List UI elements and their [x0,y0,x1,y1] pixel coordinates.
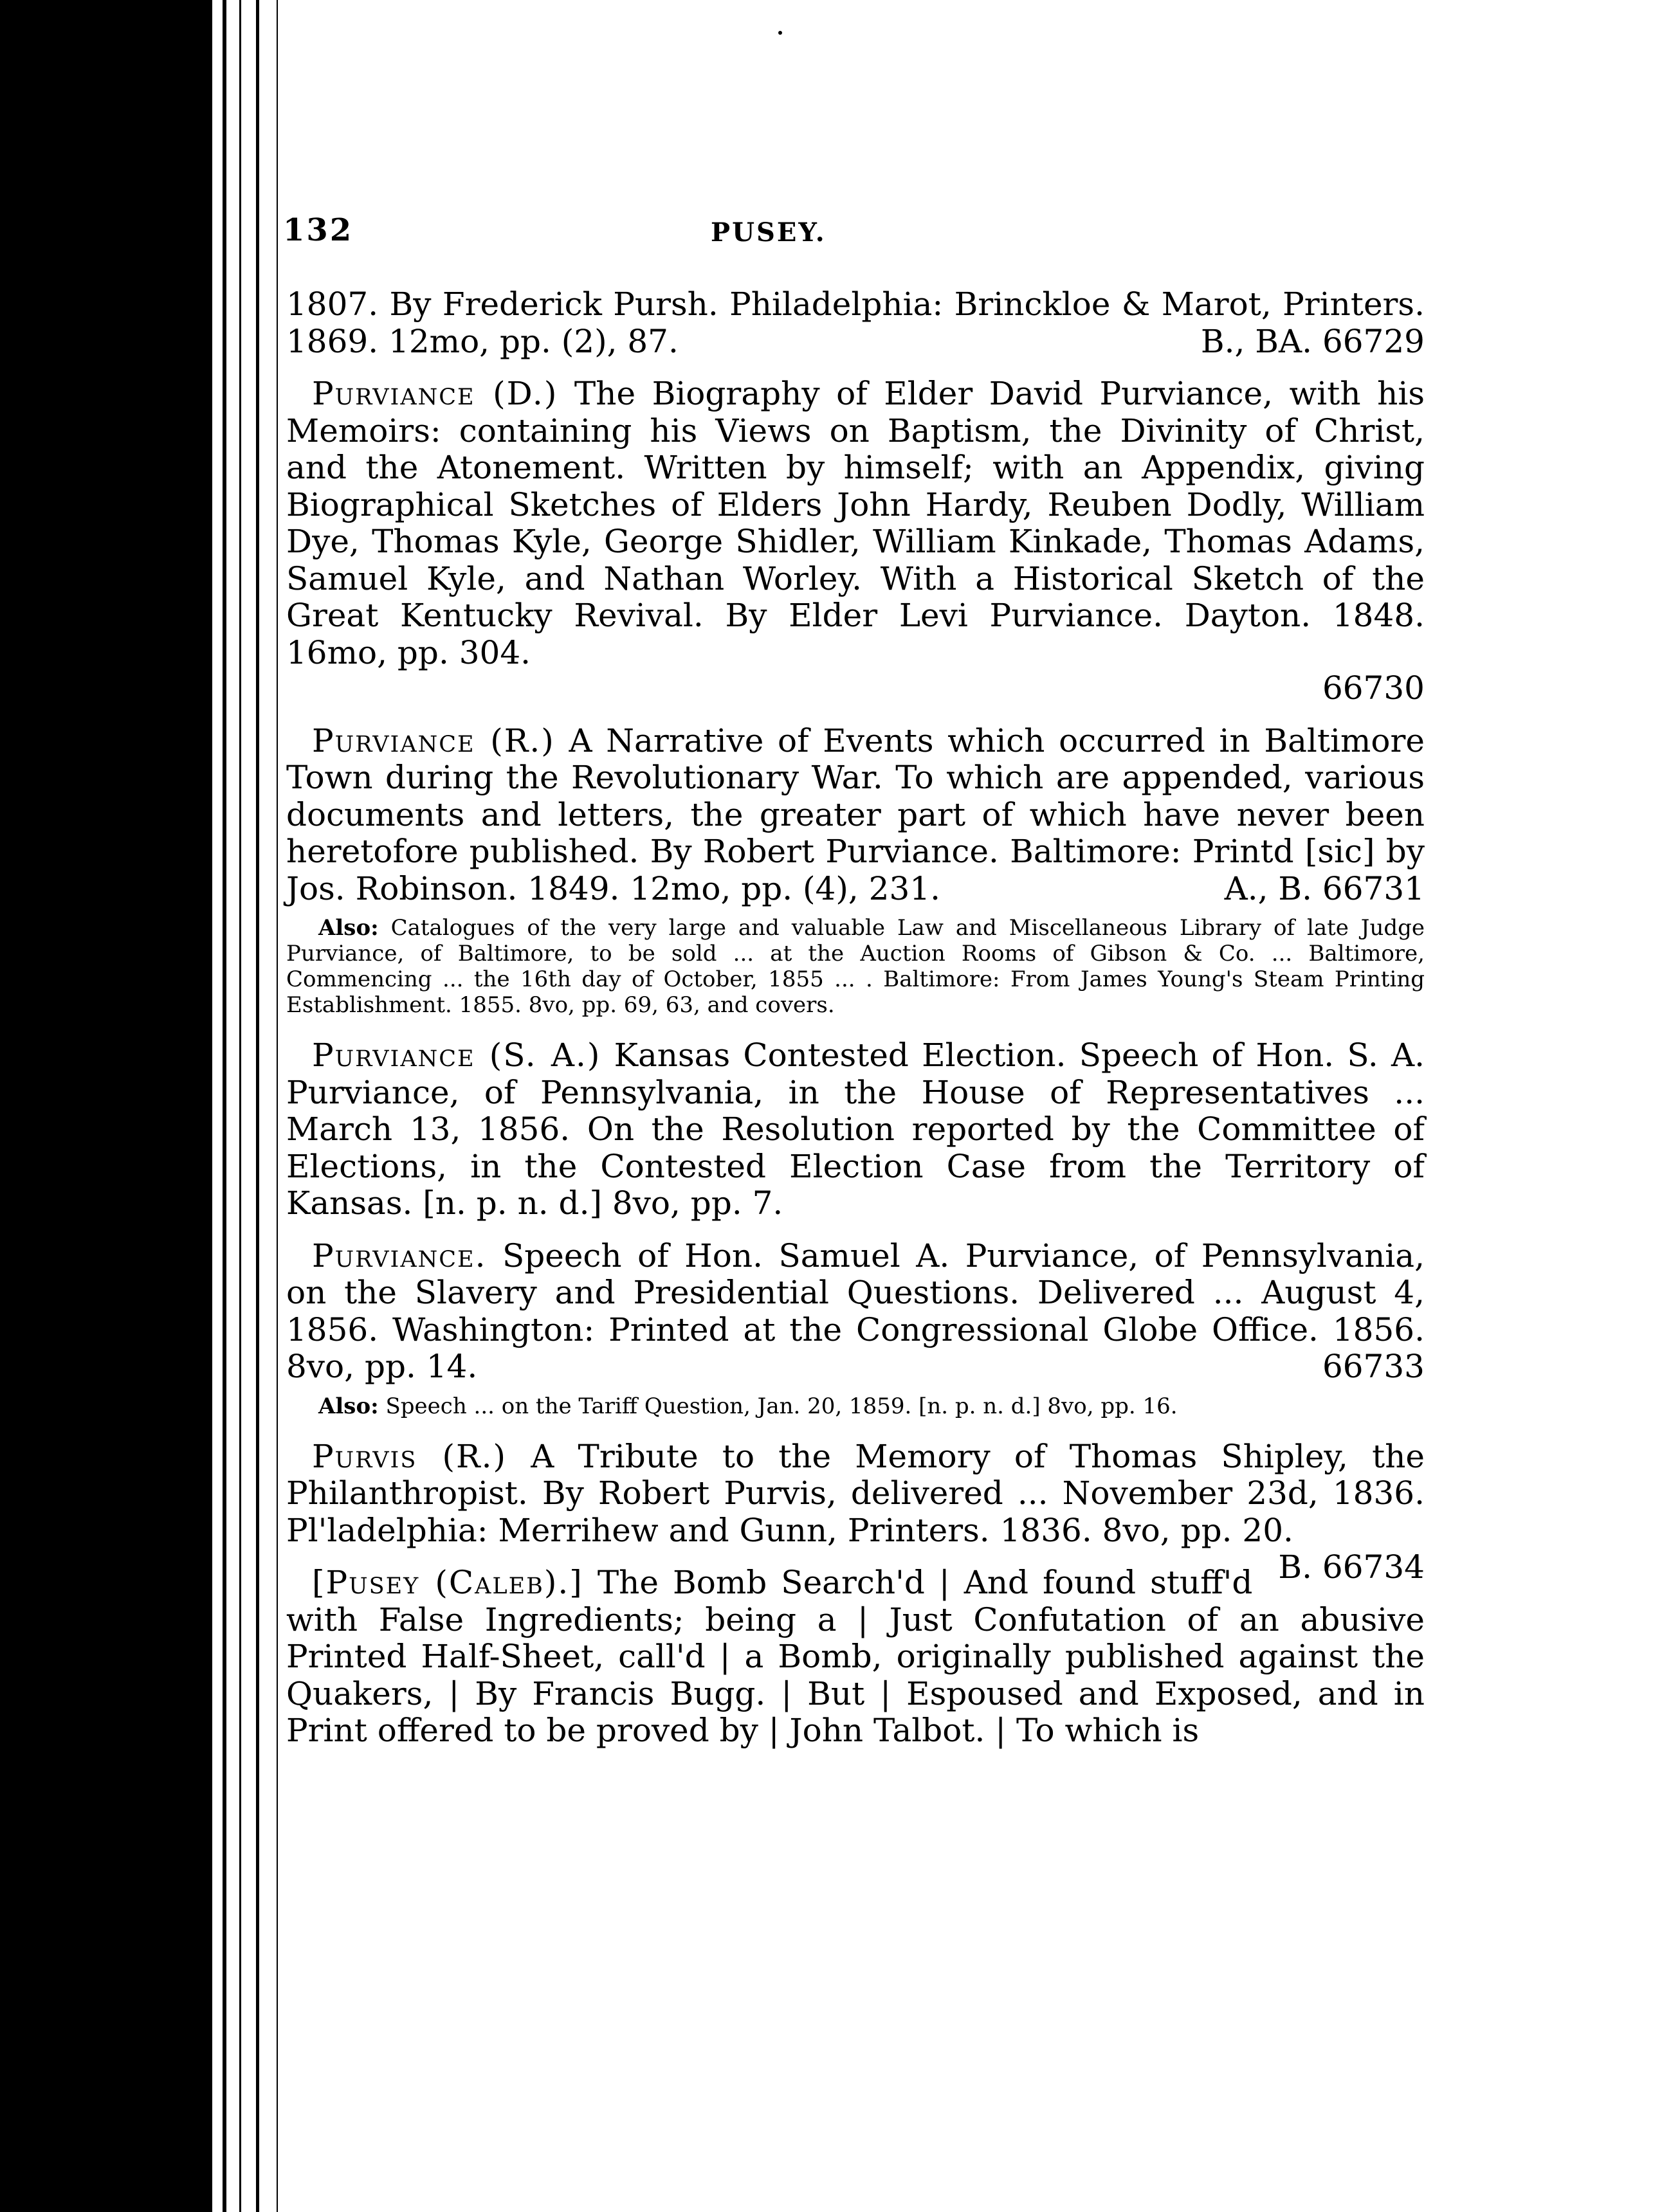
binding-edge [277,0,278,2212]
note-label: Also: [318,1393,379,1419]
binding-edge [256,0,259,2212]
entry-text: Kansas Contested Election. Speech of Hon. S. A. Purviance, of Pennsylvania, in the House of Representatives ... March 13, 1856. On the Resolution reported by the Committee of Elections, in the Contested Election Case from the Territory of Kansas. [n. p. n. d.] 8vo, pp. 7. [286,1037,1425,1222]
entry-66730 [286,376,1425,707]
entry-ref: B. 66734 [1278,1548,1425,1586]
entry-note [286,1393,1425,1419]
entry-ref: A., B. 66731 [1224,869,1425,907]
page-number: 132 [283,212,354,248]
scan-speck [778,31,782,35]
entry-text: The Biography of Elder David Purviance, with his Memoirs: containing his Views on Baptism, the Divinity of Christ, and the Atonement. Written by himself; with an Appendix, giving Biographical Sketches of Elders John Hardy, Reuben Dodly, William Dye, Thomas Kyle, George Shidler, William Kinkade, Thomas Adams, Samuel Kyle, and Nathan Worley. With a Historical Sketch of the Great Kentucky Revival. By Elder Levi Purviance. Dayton. 1848. 16mo, pp. 304. [286,375,1425,671]
entry-heading: Purviance. [312,1237,487,1274]
entry-text: Speech of Hon. Samuel A. Purviance, of Pennsylvania, on the Slavery and Presidential Questions. Delivered ... August 4, 1856. Washington: Printed at the Congressional Globe Office. 1856. 8vo, pp. 14. [286,1237,1425,1385]
entry-text: A Tribute to the Memory of Thomas Shipley, the Philanthropist. By Robert Purvis, delivered ... November 23d, 1836. Pl'ladelphia: Merrihew and Gunn, Printers. 1836. 8vo, pp. 20. [286,1437,1425,1549]
binding-edge [223,0,226,2212]
binding-edge [239,0,241,2212]
note-text: Catalogues of the very large and valuable Law and Miscellaneous Library of late Judge Purviance, of Baltimore, to be sold ... at the Auction Rooms of Gibson & Co. ... Baltimore, Commencing ... the 16th day of October, 1855 ... . Baltimore: From James Young's Steam Printing Establishment. 1855. 8vo, pp. 69, 63, and covers. [286,915,1425,1018]
entry-heading: Purvis (R.) [312,1437,507,1475]
entry-heading: Purviance (R.) [312,721,555,759]
entry-ref: B., BA. 66729 [1200,322,1425,360]
entry-66731 [286,723,1425,908]
entry-text: The Bomb Search'd | And found stuff'd with False Ingredients; being a | Just Confutation of an abusive Printed Half-Sheet, call'd | a Bomb, originally published against the Quakers, | By Francis Bugg. | But | Espoused and Exposed, and in Print offered to be proved by | John Talbot. | To which is [286,1564,1425,1749]
running-title: PUSEY. [711,217,826,248]
note-label: Also: [318,915,379,941]
page-body [286,286,1425,1765]
entry-pusey [286,1564,1425,1750]
entry-note [286,915,1425,1018]
entry-ref: 66733 [1322,1348,1425,1385]
entry-text: 1807. By Frederick Pursh. Philadelphia: Brinckloe & Marot, Printers. 1869. 12mo, pp. (2), 87. [286,286,1425,360]
entry-heading: [Pusey (Caleb).] [312,1564,583,1601]
entry-66733 [286,1238,1425,1386]
entry-ref: 66730 [1322,669,1425,707]
entry-66729 [286,286,1425,360]
entry-text: A Narrative of Events which occurred in Baltimore Town during the Revolutionary War. To which are appended, various documents and letters, the greater part of which have never been heretofore published. By Robert Purviance. Baltimore: Printd [sic] by Jos. Robinson. 1849. 12mo, pp. (4), 231. [286,721,1425,907]
entry-heading: Purviance (S. A.) [312,1037,601,1074]
entry-purviance-sa [286,1037,1425,1222]
entry-heading: Purviance (D.) [312,375,558,412]
note-text: Speech ... on the Tariff Question, Jan. 20, 1859. [n. p. n. d.] 8vo, pp. 16. [385,1393,1178,1419]
